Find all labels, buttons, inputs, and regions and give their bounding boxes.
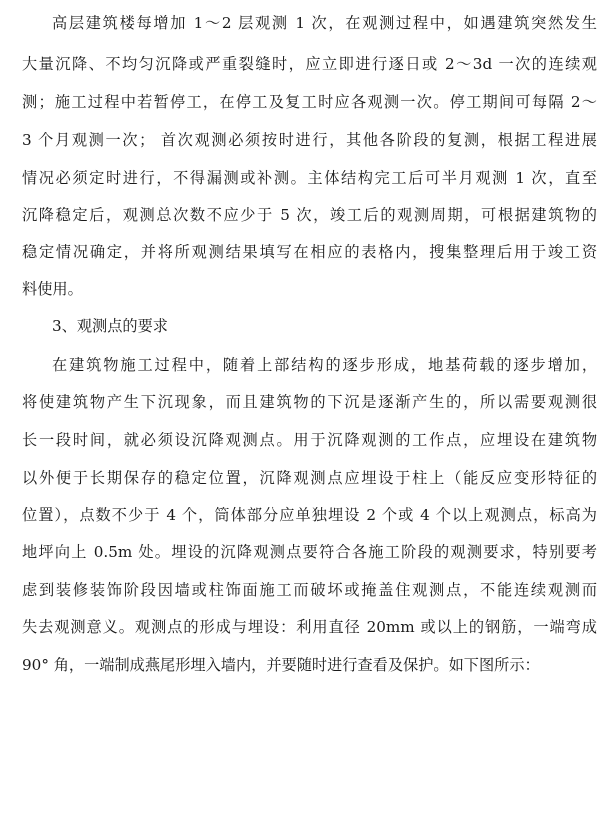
text-line: 虑到装修装饰阶段因墙或柱饰面施工而破坏或掩盖住观测点，不能连续观测而 [22, 581, 597, 599]
text-line: 地坪向上 0.5m 处。埋设的沉降观测点要符合各施工阶段的观测要求，特别要考 [22, 543, 597, 561]
text-line: 长一段时间，就必须设沉降观测点。用于沉降观测的工作点，应埋设在建筑物 [22, 431, 597, 449]
text-line: 稳定情况确定，并将所观测结果填写在相应的表格内，搜集整理后用于竣工资 [22, 243, 597, 261]
text-line: 3 个月观测一次； 首次观测必须按时进行，其他各阶段的复测，根据工程进展 [22, 131, 597, 149]
text-line: 沉降稳定后，观测总次数不应少于 5 次，竣工后的观测周期，可根据建筑物的 [22, 206, 597, 224]
text-line: 高层建筑楼每增加 1～2 层观测 1 次，在观测过程中，如遇建筑突然发生 [52, 14, 597, 32]
text-line: 失去观测意义。观测点的形成与埋设：利用直径 20mm 或以上的钢筋，一端弯成 [22, 618, 597, 636]
text-line: 情况必须定时进行，不得漏测或补测。主体结构完工后可半月观测 1 次，直至 [22, 169, 597, 187]
text-line: 料使用。 [22, 280, 83, 298]
text-line: 将使建筑物产生下沉现象，而且建筑物的下沉是逐渐产生的，所以需要观测很 [22, 393, 597, 411]
section-heading: 3、观测点的要求 [52, 317, 168, 335]
text-line: 以外便于长期保存的稳定位置，沉降观测点应埋设于柱上（能反应变形特征的 [22, 469, 597, 487]
text-line: 位置），点数不少于 4 个，筒体部分应单独埋设 2 个或 4 个以上观测点，标高为 [22, 506, 597, 524]
text-line: 90° 角，一端制成燕尾形埋入墙内，并要随时进行查看及保护。如下图所示： [22, 656, 540, 674]
text-line: 大量沉降、不均匀沉降或严重裂缝时，应立即进行逐日或 2～3d 一次的连续观 [22, 55, 597, 73]
text-line: 在建筑物施工过程中，随着上部结构的逐步形成，地基荷载的逐步增加， [52, 356, 597, 374]
text-line: 测；施工过程中若暂停工，在停工及复工时应各观测一次。停工期间可每隔 2～ [22, 93, 597, 111]
